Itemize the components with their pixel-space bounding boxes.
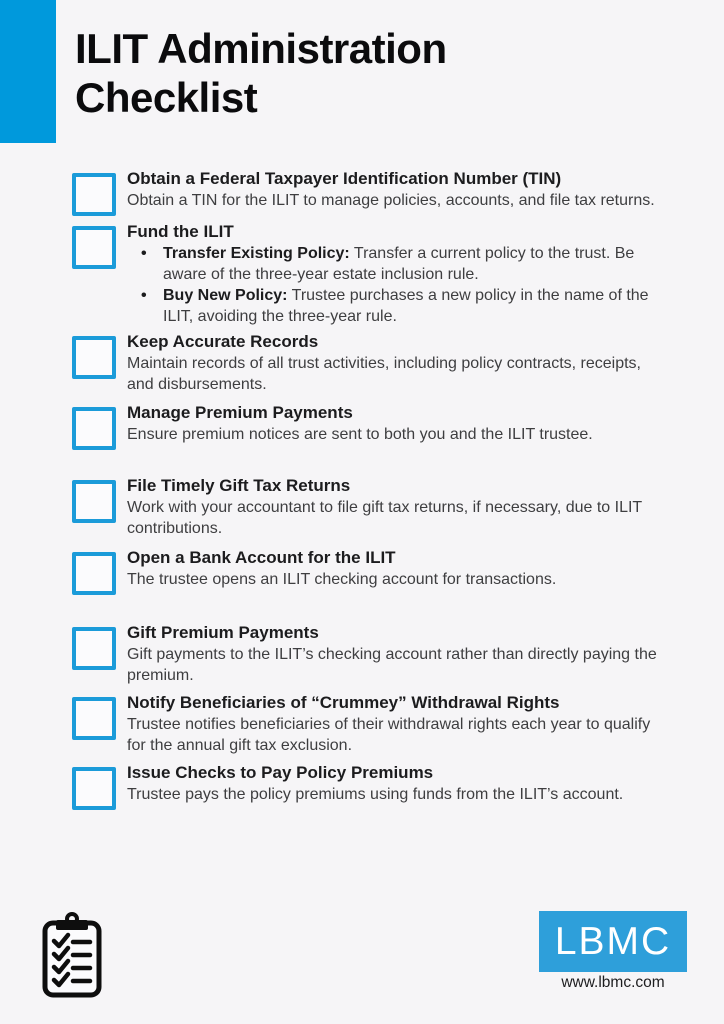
item-description: Maintain records of all trust activities, including policy contracts, receipts, and disbursements. <box>127 355 641 393</box>
checklist-item-crummey-rights <box>72 692 658 756</box>
bullet-icon: • <box>141 287 147 304</box>
lbmc-logo <box>539 911 687 972</box>
item-title: File Timely Gift Tax Returns <box>127 476 351 495</box>
checklist-item-tin <box>72 168 658 216</box>
checkbox[interactable] <box>72 226 116 269</box>
bullet-item <box>127 285 658 327</box>
item-title: Keep Accurate Records <box>127 332 319 351</box>
bullet-text <box>163 243 658 285</box>
bullet-icon: • <box>141 245 147 262</box>
bullet-body: Transfer a current policy to the trust. Be aware of the three-year estate inclusion rule. <box>163 245 635 283</box>
website-link[interactable]: www.lbmc.com <box>561 974 665 991</box>
checklist-item-records <box>72 331 658 395</box>
bullet-text <box>163 285 658 327</box>
checkbox[interactable] <box>72 552 116 595</box>
bullet-label: Transfer Existing Policy: <box>163 245 350 262</box>
checklist-item-premium-payments <box>72 402 658 450</box>
item-title: Fund the ILIT <box>127 222 234 241</box>
checklist-item-gift-tax-returns <box>72 475 658 539</box>
checkbox[interactable] <box>72 336 116 379</box>
checkbox[interactable] <box>72 407 116 450</box>
item-title: Gift Premium Payments <box>127 623 319 642</box>
item-title: Obtain a Federal Taxpayer Identification Number (TIN) <box>127 169 562 188</box>
item-title: Manage Premium Payments <box>127 403 353 422</box>
checklist <box>72 168 658 816</box>
checklist-item-gift-premiums <box>72 622 658 686</box>
item-description: Obtain a TIN for the ILIT to manage policies, accounts, and file tax returns. <box>127 192 655 209</box>
checkbox[interactable] <box>72 173 116 216</box>
checkbox[interactable] <box>72 480 116 523</box>
item-description: The trustee opens an ILIT checking account for transactions. <box>127 571 557 588</box>
accent-bar <box>0 0 56 143</box>
checklist-item-fund-ilit <box>72 221 658 327</box>
checklist-item-issue-checks <box>72 762 658 810</box>
item-description: Gift payments to the ILIT’s checking account rather than directly paying the premium. <box>127 646 657 684</box>
bullet-label: Buy New Policy: <box>163 287 288 304</box>
clipboard-checklist-icon <box>41 911 103 1004</box>
item-description: Trustee pays the policy premiums using funds from the ILIT’s account. <box>127 786 624 803</box>
checkbox[interactable] <box>72 697 116 740</box>
item-title: Notify Beneficiaries of “Crummey” Withdrawal Rights <box>127 693 560 712</box>
page-title: ILIT Administration Checklist <box>75 25 447 121</box>
checklist-item-bank-account <box>72 547 658 595</box>
lbmc-logo-text: LBMC <box>554 919 672 963</box>
bullet-list <box>127 243 658 327</box>
bullet-body: Trustee purchases a new policy in the name of the ILIT, avoiding the three-year rule. <box>163 287 649 325</box>
item-description: Ensure premium notices are sent to both you and the ILIT trustee. <box>127 426 593 443</box>
checkbox[interactable] <box>72 767 116 810</box>
item-title: Issue Checks to Pay Policy Premiums <box>127 763 434 782</box>
item-description: Work with your accountant to file gift tax returns, if necessary, due to ILIT contributions. <box>127 499 642 537</box>
checkbox[interactable] <box>72 627 116 670</box>
item-title: Open a Bank Account for the ILIT <box>127 548 396 567</box>
bullet-item <box>127 243 658 285</box>
item-description: Trustee notifies beneficiaries of their withdrawal rights each year to qualify for the annual gift tax exclusion. <box>127 716 651 754</box>
